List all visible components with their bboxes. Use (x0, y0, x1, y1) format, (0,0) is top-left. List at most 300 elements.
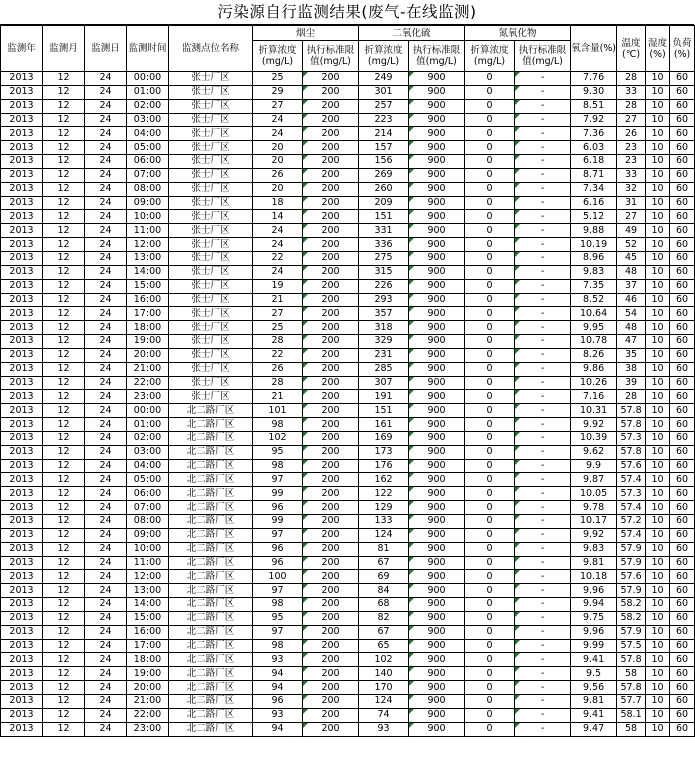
cell-site: 张士厂区 (169, 155, 253, 169)
cell-dust-limit: 200 (303, 210, 359, 224)
cell-load: 60 (670, 473, 695, 487)
cell-dust-limit: 200 (303, 528, 359, 542)
cell-site: 张士厂区 (169, 335, 253, 349)
cell-temperature: 57.8 (617, 653, 646, 667)
cell-nox-limit: - (515, 542, 571, 556)
cell-oxygen: 5.12 (571, 210, 617, 224)
cell-humidity: 10 (646, 335, 670, 349)
cell-so2-conc: 67 (359, 625, 409, 639)
cell-dust-conc: 95 (253, 611, 303, 625)
cell-year: 2013 (1, 196, 43, 210)
cell-so2-conc: 285 (359, 362, 409, 376)
cell-dust-conc: 94 (253, 667, 303, 681)
cell-temperature: 58 (617, 667, 646, 681)
cell-day: 24 (85, 542, 127, 556)
table-row (1, 542, 695, 556)
cell-year: 2013 (1, 722, 43, 736)
cell-temperature: 58.1 (617, 708, 646, 722)
cell-nox-limit: - (515, 528, 571, 542)
cell-nox-conc: 0 (465, 251, 515, 265)
cell-oxygen: 8.96 (571, 251, 617, 265)
cell-site: 张士厂区 (169, 321, 253, 335)
cell-so2-limit: 900 (409, 487, 465, 501)
cell-nox-limit: - (515, 459, 571, 473)
cell-load: 60 (670, 168, 695, 182)
cell-nox-conc: 0 (465, 528, 515, 542)
cell-load: 60 (670, 293, 695, 307)
cell-load: 60 (670, 501, 695, 515)
cell-month: 12 (43, 431, 85, 445)
cell-oxygen: 9.30 (571, 85, 617, 99)
cell-year: 2013 (1, 279, 43, 293)
cell-month: 12 (43, 238, 85, 252)
cell-month: 12 (43, 611, 85, 625)
cell-humidity: 10 (646, 293, 670, 307)
cell-year: 2013 (1, 210, 43, 224)
cell-dust-conc: 19 (253, 279, 303, 293)
cell-so2-limit: 900 (409, 708, 465, 722)
cell-nox-conc: 0 (465, 224, 515, 238)
table-row (1, 625, 695, 639)
cell-year: 2013 (1, 556, 43, 570)
table-row (1, 653, 695, 667)
cell-dust-limit: 200 (303, 584, 359, 598)
cell-humidity: 10 (646, 681, 670, 695)
cell-dust-conc: 26 (253, 362, 303, 376)
cell-month: 12 (43, 653, 85, 667)
cell-dust-conc: 93 (253, 708, 303, 722)
cell-day: 24 (85, 667, 127, 681)
cell-so2-conc: 161 (359, 418, 409, 432)
cell-day: 24 (85, 85, 127, 99)
cell-dust-limit: 200 (303, 598, 359, 612)
cell-site: 北二路厂区 (169, 487, 253, 501)
cell-so2-conc: 307 (359, 376, 409, 390)
col-header-humidity: 湿度(%) (646, 26, 670, 72)
cell-nox-limit: - (515, 362, 571, 376)
cell-day: 24 (85, 501, 127, 515)
cell-site: 北二路厂区 (169, 611, 253, 625)
cell-temperature: 37 (617, 279, 646, 293)
cell-nox-limit: - (515, 307, 571, 321)
cell-nox-limit: - (515, 404, 571, 418)
cell-time: 02:00 (127, 431, 169, 445)
cell-month: 12 (43, 708, 85, 722)
col-header-oxygen: 氧含量(%) (571, 26, 617, 72)
cell-so2-limit: 900 (409, 722, 465, 736)
cell-site: 北二路厂区 (169, 694, 253, 708)
cell-year: 2013 (1, 515, 43, 529)
cell-dust-conc: 20 (253, 141, 303, 155)
cell-load: 60 (670, 625, 695, 639)
cell-dust-limit: 200 (303, 238, 359, 252)
cell-month: 12 (43, 113, 85, 127)
cell-so2-conc: 269 (359, 168, 409, 182)
cell-load: 60 (670, 321, 695, 335)
cell-site: 北二路厂区 (169, 584, 253, 598)
cell-month: 12 (43, 598, 85, 612)
cell-humidity: 10 (646, 625, 670, 639)
cell-nox-limit: - (515, 501, 571, 515)
cell-time: 14:00 (127, 598, 169, 612)
cell-time: 00:00 (127, 404, 169, 418)
cell-nox-conc: 0 (465, 127, 515, 141)
cell-dust-conc: 26 (253, 168, 303, 182)
col-header-month: 监测月 (43, 26, 85, 72)
table-row (1, 584, 695, 598)
cell-nox-conc: 0 (465, 293, 515, 307)
cell-site: 张士厂区 (169, 348, 253, 362)
cell-nox-conc: 0 (465, 459, 515, 473)
cell-load: 60 (670, 390, 695, 404)
cell-site: 北二路厂区 (169, 515, 253, 529)
cell-year: 2013 (1, 362, 43, 376)
cell-nox-conc: 0 (465, 625, 515, 639)
cell-so2-limit: 900 (409, 279, 465, 293)
cell-so2-conc: 173 (359, 445, 409, 459)
cell-site: 北二路厂区 (169, 653, 253, 667)
cell-site: 北二路厂区 (169, 639, 253, 653)
group-header-dust: 烟尘 (253, 26, 359, 41)
cell-day: 24 (85, 293, 127, 307)
cell-time: 03:00 (127, 113, 169, 127)
cell-so2-limit: 900 (409, 515, 465, 529)
cell-so2-limit: 900 (409, 376, 465, 390)
cell-year: 2013 (1, 224, 43, 238)
cell-load: 60 (670, 556, 695, 570)
cell-humidity: 10 (646, 279, 670, 293)
cell-dust-limit: 200 (303, 348, 359, 362)
cell-site: 北二路厂区 (169, 708, 253, 722)
cell-time: 11:00 (127, 224, 169, 238)
table-row (1, 376, 695, 390)
cell-day: 24 (85, 196, 127, 210)
cell-nox-limit: - (515, 694, 571, 708)
cell-time: 04:00 (127, 459, 169, 473)
cell-dust-limit: 200 (303, 667, 359, 681)
cell-temperature: 28 (617, 99, 646, 113)
table-row (1, 293, 695, 307)
cell-year: 2013 (1, 694, 43, 708)
cell-site: 北二路厂区 (169, 625, 253, 639)
cell-month: 12 (43, 722, 85, 736)
table-row (1, 515, 695, 529)
cell-so2-limit: 900 (409, 335, 465, 349)
cell-so2-conc: 93 (359, 722, 409, 736)
cell-year: 2013 (1, 708, 43, 722)
cell-so2-conc: 74 (359, 708, 409, 722)
cell-nox-limit: - (515, 376, 571, 390)
cell-month: 12 (43, 85, 85, 99)
col-header-site: 监测点位名称 (169, 26, 253, 72)
cell-month: 12 (43, 418, 85, 432)
cell-dust-conc: 98 (253, 639, 303, 653)
cell-month: 12 (43, 639, 85, 653)
cell-year: 2013 (1, 528, 43, 542)
cell-dust-conc: 98 (253, 418, 303, 432)
cell-month: 12 (43, 279, 85, 293)
group-header-nox: 氮氧化物 (465, 26, 571, 41)
table-row (1, 459, 695, 473)
cell-dust-conc: 102 (253, 431, 303, 445)
cell-humidity: 10 (646, 238, 670, 252)
cell-time: 05:00 (127, 141, 169, 155)
cell-nox-limit: - (515, 141, 571, 155)
cell-load: 60 (670, 72, 695, 86)
cell-dust-limit: 200 (303, 279, 359, 293)
cell-oxygen: 9.75 (571, 611, 617, 625)
cell-day: 24 (85, 265, 127, 279)
cell-so2-limit: 900 (409, 542, 465, 556)
cell-load: 60 (670, 210, 695, 224)
cell-site: 北二路厂区 (169, 598, 253, 612)
cell-nox-limit: - (515, 487, 571, 501)
cell-temperature: 57.8 (617, 681, 646, 695)
cell-load: 60 (670, 265, 695, 279)
cell-so2-conc: 69 (359, 570, 409, 584)
cell-humidity: 10 (646, 708, 670, 722)
cell-dust-conc: 25 (253, 72, 303, 86)
cell-nox-conc: 0 (465, 376, 515, 390)
cell-dust-conc: 27 (253, 307, 303, 321)
cell-humidity: 10 (646, 611, 670, 625)
cell-nox-conc: 0 (465, 611, 515, 625)
cell-so2-conc: 260 (359, 182, 409, 196)
cell-dust-conc: 21 (253, 293, 303, 307)
cell-time: 07:00 (127, 501, 169, 515)
cell-humidity: 10 (646, 639, 670, 653)
cell-oxygen: 6.16 (571, 196, 617, 210)
cell-year: 2013 (1, 418, 43, 432)
cell-so2-conc: 331 (359, 224, 409, 238)
cell-day: 24 (85, 445, 127, 459)
cell-so2-limit: 900 (409, 473, 465, 487)
cell-site: 张士厂区 (169, 390, 253, 404)
table-row (1, 390, 695, 404)
cell-nox-conc: 0 (465, 515, 515, 529)
cell-dust-conc: 99 (253, 487, 303, 501)
cell-month: 12 (43, 321, 85, 335)
cell-dust-conc: 20 (253, 155, 303, 169)
cell-load: 60 (670, 404, 695, 418)
cell-so2-limit: 900 (409, 418, 465, 432)
cell-year: 2013 (1, 431, 43, 445)
cell-so2-conc: 170 (359, 681, 409, 695)
cell-dust-conc: 28 (253, 335, 303, 349)
cell-dust-limit: 200 (303, 113, 359, 127)
cell-nox-conc: 0 (465, 182, 515, 196)
cell-month: 12 (43, 542, 85, 556)
cell-day: 24 (85, 625, 127, 639)
cell-humidity: 10 (646, 542, 670, 556)
cell-load: 60 (670, 598, 695, 612)
cell-time: 09:00 (127, 528, 169, 542)
table-row (1, 445, 695, 459)
cell-humidity: 10 (646, 168, 670, 182)
cell-time: 19:00 (127, 667, 169, 681)
cell-so2-conc: 140 (359, 667, 409, 681)
table-row (1, 362, 695, 376)
cell-month: 12 (43, 570, 85, 584)
cell-so2-limit: 900 (409, 404, 465, 418)
cell-site: 张士厂区 (169, 182, 253, 196)
cell-site: 张士厂区 (169, 85, 253, 99)
cell-year: 2013 (1, 570, 43, 584)
cell-oxygen: 9.83 (571, 265, 617, 279)
cell-oxygen: 7.36 (571, 127, 617, 141)
cell-day: 24 (85, 722, 127, 736)
cell-dust-limit: 200 (303, 182, 359, 196)
cell-nox-limit: - (515, 653, 571, 667)
cell-day: 24 (85, 459, 127, 473)
cell-so2-limit: 900 (409, 321, 465, 335)
cell-nox-conc: 0 (465, 694, 515, 708)
cell-nox-limit: - (515, 99, 571, 113)
cell-oxygen: 9.87 (571, 473, 617, 487)
cell-month: 12 (43, 335, 85, 349)
cell-dust-conc: 100 (253, 570, 303, 584)
cell-so2-limit: 900 (409, 99, 465, 113)
cell-oxygen: 9.81 (571, 556, 617, 570)
cell-dust-conc: 96 (253, 694, 303, 708)
table-row (1, 418, 695, 432)
cell-time: 23:00 (127, 390, 169, 404)
cell-month: 12 (43, 459, 85, 473)
group-header-so2: 二氧化硫 (359, 26, 465, 41)
cell-site: 北二路厂区 (169, 570, 253, 584)
cell-dust-conc: 95 (253, 445, 303, 459)
cell-dust-conc: 24 (253, 265, 303, 279)
cell-temperature: 57.8 (617, 418, 646, 432)
col-header-nox-limit: 执行标准限值(mg/L) (515, 41, 571, 72)
cell-time: 10:00 (127, 542, 169, 556)
cell-load: 60 (670, 335, 695, 349)
cell-load: 60 (670, 182, 695, 196)
cell-year: 2013 (1, 182, 43, 196)
cell-temperature: 49 (617, 224, 646, 238)
cell-time: 23:00 (127, 722, 169, 736)
cell-temperature: 57.4 (617, 473, 646, 487)
cell-so2-limit: 900 (409, 348, 465, 362)
cell-so2-conc: 151 (359, 404, 409, 418)
cell-year: 2013 (1, 625, 43, 639)
cell-dust-limit: 200 (303, 542, 359, 556)
cell-time: 17:00 (127, 307, 169, 321)
cell-nox-limit: - (515, 667, 571, 681)
cell-dust-conc: 97 (253, 625, 303, 639)
cell-so2-conc: 157 (359, 141, 409, 155)
cell-month: 12 (43, 501, 85, 515)
cell-month: 12 (43, 376, 85, 390)
cell-month: 12 (43, 72, 85, 86)
cell-so2-limit: 900 (409, 210, 465, 224)
cell-time: 18:00 (127, 321, 169, 335)
col-header-dust-limit: 执行标准限值(mg/L) (303, 41, 359, 72)
cell-load: 60 (670, 681, 695, 695)
cell-nox-conc: 0 (465, 445, 515, 459)
cell-time: 06:00 (127, 155, 169, 169)
cell-dust-limit: 200 (303, 625, 359, 639)
cell-month: 12 (43, 196, 85, 210)
table-row (1, 182, 695, 196)
cell-so2-limit: 900 (409, 667, 465, 681)
cell-nox-limit: - (515, 473, 571, 487)
cell-dust-limit: 200 (303, 390, 359, 404)
cell-oxygen: 8.52 (571, 293, 617, 307)
cell-so2-limit: 900 (409, 362, 465, 376)
cell-temperature: 35 (617, 348, 646, 362)
cell-day: 24 (85, 348, 127, 362)
cell-day: 24 (85, 639, 127, 653)
cell-oxygen: 10.26 (571, 376, 617, 390)
cell-nox-conc: 0 (465, 556, 515, 570)
cell-load: 60 (670, 418, 695, 432)
cell-nox-conc: 0 (465, 487, 515, 501)
cell-nox-conc: 0 (465, 431, 515, 445)
cell-humidity: 10 (646, 653, 670, 667)
table-row (1, 348, 695, 362)
cell-dust-limit: 200 (303, 556, 359, 570)
cell-nox-conc: 0 (465, 708, 515, 722)
cell-nox-conc: 0 (465, 335, 515, 349)
cell-humidity: 10 (646, 251, 670, 265)
table-row (1, 639, 695, 653)
col-header-year: 监测年 (1, 26, 43, 72)
table-row (1, 431, 695, 445)
cell-site: 张士厂区 (169, 196, 253, 210)
cell-temperature: 57.5 (617, 639, 646, 653)
table-row (1, 99, 695, 113)
cell-dust-limit: 200 (303, 708, 359, 722)
cell-nox-limit: - (515, 168, 571, 182)
cell-time: 19:00 (127, 335, 169, 349)
cell-year: 2013 (1, 238, 43, 252)
cell-nox-limit: - (515, 321, 571, 335)
cell-load: 60 (670, 584, 695, 598)
cell-so2-limit: 900 (409, 72, 465, 86)
cell-dust-limit: 200 (303, 265, 359, 279)
cell-so2-limit: 900 (409, 196, 465, 210)
cell-year: 2013 (1, 404, 43, 418)
cell-dust-conc: 27 (253, 99, 303, 113)
cell-temperature: 57.7 (617, 694, 646, 708)
cell-day: 24 (85, 321, 127, 335)
cell-day: 24 (85, 168, 127, 182)
cell-load: 60 (670, 141, 695, 155)
cell-time: 16:00 (127, 625, 169, 639)
cell-temperature: 52 (617, 238, 646, 252)
cell-dust-limit: 200 (303, 404, 359, 418)
cell-humidity: 10 (646, 85, 670, 99)
cell-nox-conc: 0 (465, 681, 515, 695)
table-row (1, 528, 695, 542)
cell-time: 17:00 (127, 639, 169, 653)
cell-load: 60 (670, 279, 695, 293)
cell-temperature: 33 (617, 168, 646, 182)
cell-temperature: 33 (617, 85, 646, 99)
cell-month: 12 (43, 362, 85, 376)
cell-dust-conc: 24 (253, 127, 303, 141)
cell-nox-limit: - (515, 570, 571, 584)
cell-humidity: 10 (646, 445, 670, 459)
cell-time: 20:00 (127, 348, 169, 362)
cell-dust-conc: 22 (253, 348, 303, 362)
cell-so2-conc: 275 (359, 251, 409, 265)
cell-temperature: 57.2 (617, 515, 646, 529)
table-row (1, 694, 695, 708)
cell-humidity: 10 (646, 431, 670, 445)
cell-load: 60 (670, 653, 695, 667)
